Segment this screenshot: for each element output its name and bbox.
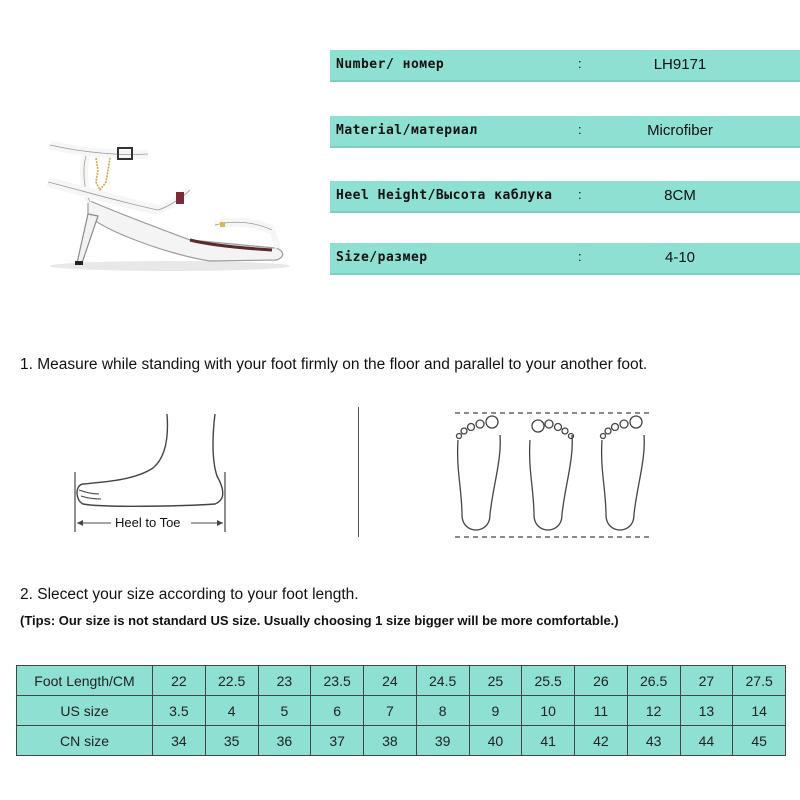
size-chart-table [16, 665, 786, 756]
sandal-product-image [40, 130, 300, 275]
table-cell: 23 [258, 666, 311, 696]
spec-row-size [330, 243, 800, 275]
table-cell: 34 [153, 726, 206, 756]
table-cell: 24 [364, 666, 417, 696]
spec-row-heel-height [330, 181, 800, 213]
table-row-foot-length [17, 666, 786, 696]
table-cell: 36 [258, 726, 311, 756]
table-cell: 41 [522, 726, 575, 756]
table-cell: 24.5 [416, 666, 469, 696]
table-row-cn-size [17, 726, 786, 756]
table-cell: 25.5 [522, 666, 575, 696]
spec-colon: : [578, 122, 582, 137]
table-cell: 23.5 [311, 666, 364, 696]
table-cell: 26 [575, 666, 628, 696]
diagram-divider [358, 407, 359, 537]
table-row-us-size [17, 696, 786, 726]
size-tip: (Tips: Our size is not standard US size. Usually choosing 1 size bigger will be more comfortable.) [20, 613, 619, 628]
table-cell: 37 [311, 726, 364, 756]
table-cell: 7 [364, 696, 417, 726]
table-cell: 4 [205, 696, 258, 726]
spec-colon: : [578, 187, 582, 202]
spec-label: Heel Height/Высота каблука [336, 188, 553, 203]
row-header: US size [17, 696, 153, 726]
table-cell: 8 [416, 696, 469, 726]
table-cell: 26.5 [627, 666, 680, 696]
row-header: CN size [17, 726, 153, 756]
table-cell: 12 [627, 696, 680, 726]
step-2-instruction: 2. Slecect your size according to your foot length. [20, 586, 359, 603]
table-cell: 42 [575, 726, 628, 756]
table-cell: 45 [733, 726, 786, 756]
table-cell: 27.5 [733, 666, 786, 696]
table-cell: 38 [364, 726, 417, 756]
table-cell: 43 [627, 726, 680, 756]
table-cell: 22 [153, 666, 206, 696]
spec-value: LH9171 [653, 56, 707, 73]
table-cell: 22.5 [205, 666, 258, 696]
feet-top-diagram [440, 400, 660, 545]
table-cell: 13 [680, 696, 733, 726]
table-cell: 40 [469, 726, 522, 756]
spec-label: Size/размер [336, 250, 428, 265]
spec-row-material [330, 116, 800, 148]
spec-value: Microfiber [647, 122, 713, 139]
spec-row-number [330, 50, 800, 82]
table-cell: 11 [575, 696, 628, 726]
table-cell: 10 [522, 696, 575, 726]
table-cell: 5 [258, 696, 311, 726]
table-cell: 14 [733, 696, 786, 726]
table-cell: 25 [469, 666, 522, 696]
heel-to-toe-label: Heel to Toe [115, 515, 181, 530]
spec-label: Number/ номер [336, 57, 445, 72]
spec-value: 8CM [664, 187, 696, 204]
table-cell: 44 [680, 726, 733, 756]
table-cell: 27 [680, 666, 733, 696]
spec-colon: : [578, 56, 582, 71]
spec-value: 4-10 [664, 249, 696, 266]
spec-colon: : [578, 249, 582, 264]
spec-label: Material/материал [336, 123, 478, 138]
table-cell: 39 [416, 726, 469, 756]
table-cell: 3.5 [153, 696, 206, 726]
step-1-instruction: 1. Measure while standing with your foot firmly on the floor and parallel to your another foot. [20, 356, 648, 373]
row-header: Foot Length/CM [17, 666, 153, 696]
table-cell: 9 [469, 696, 522, 726]
table-cell: 35 [205, 726, 258, 756]
table-cell: 6 [311, 696, 364, 726]
